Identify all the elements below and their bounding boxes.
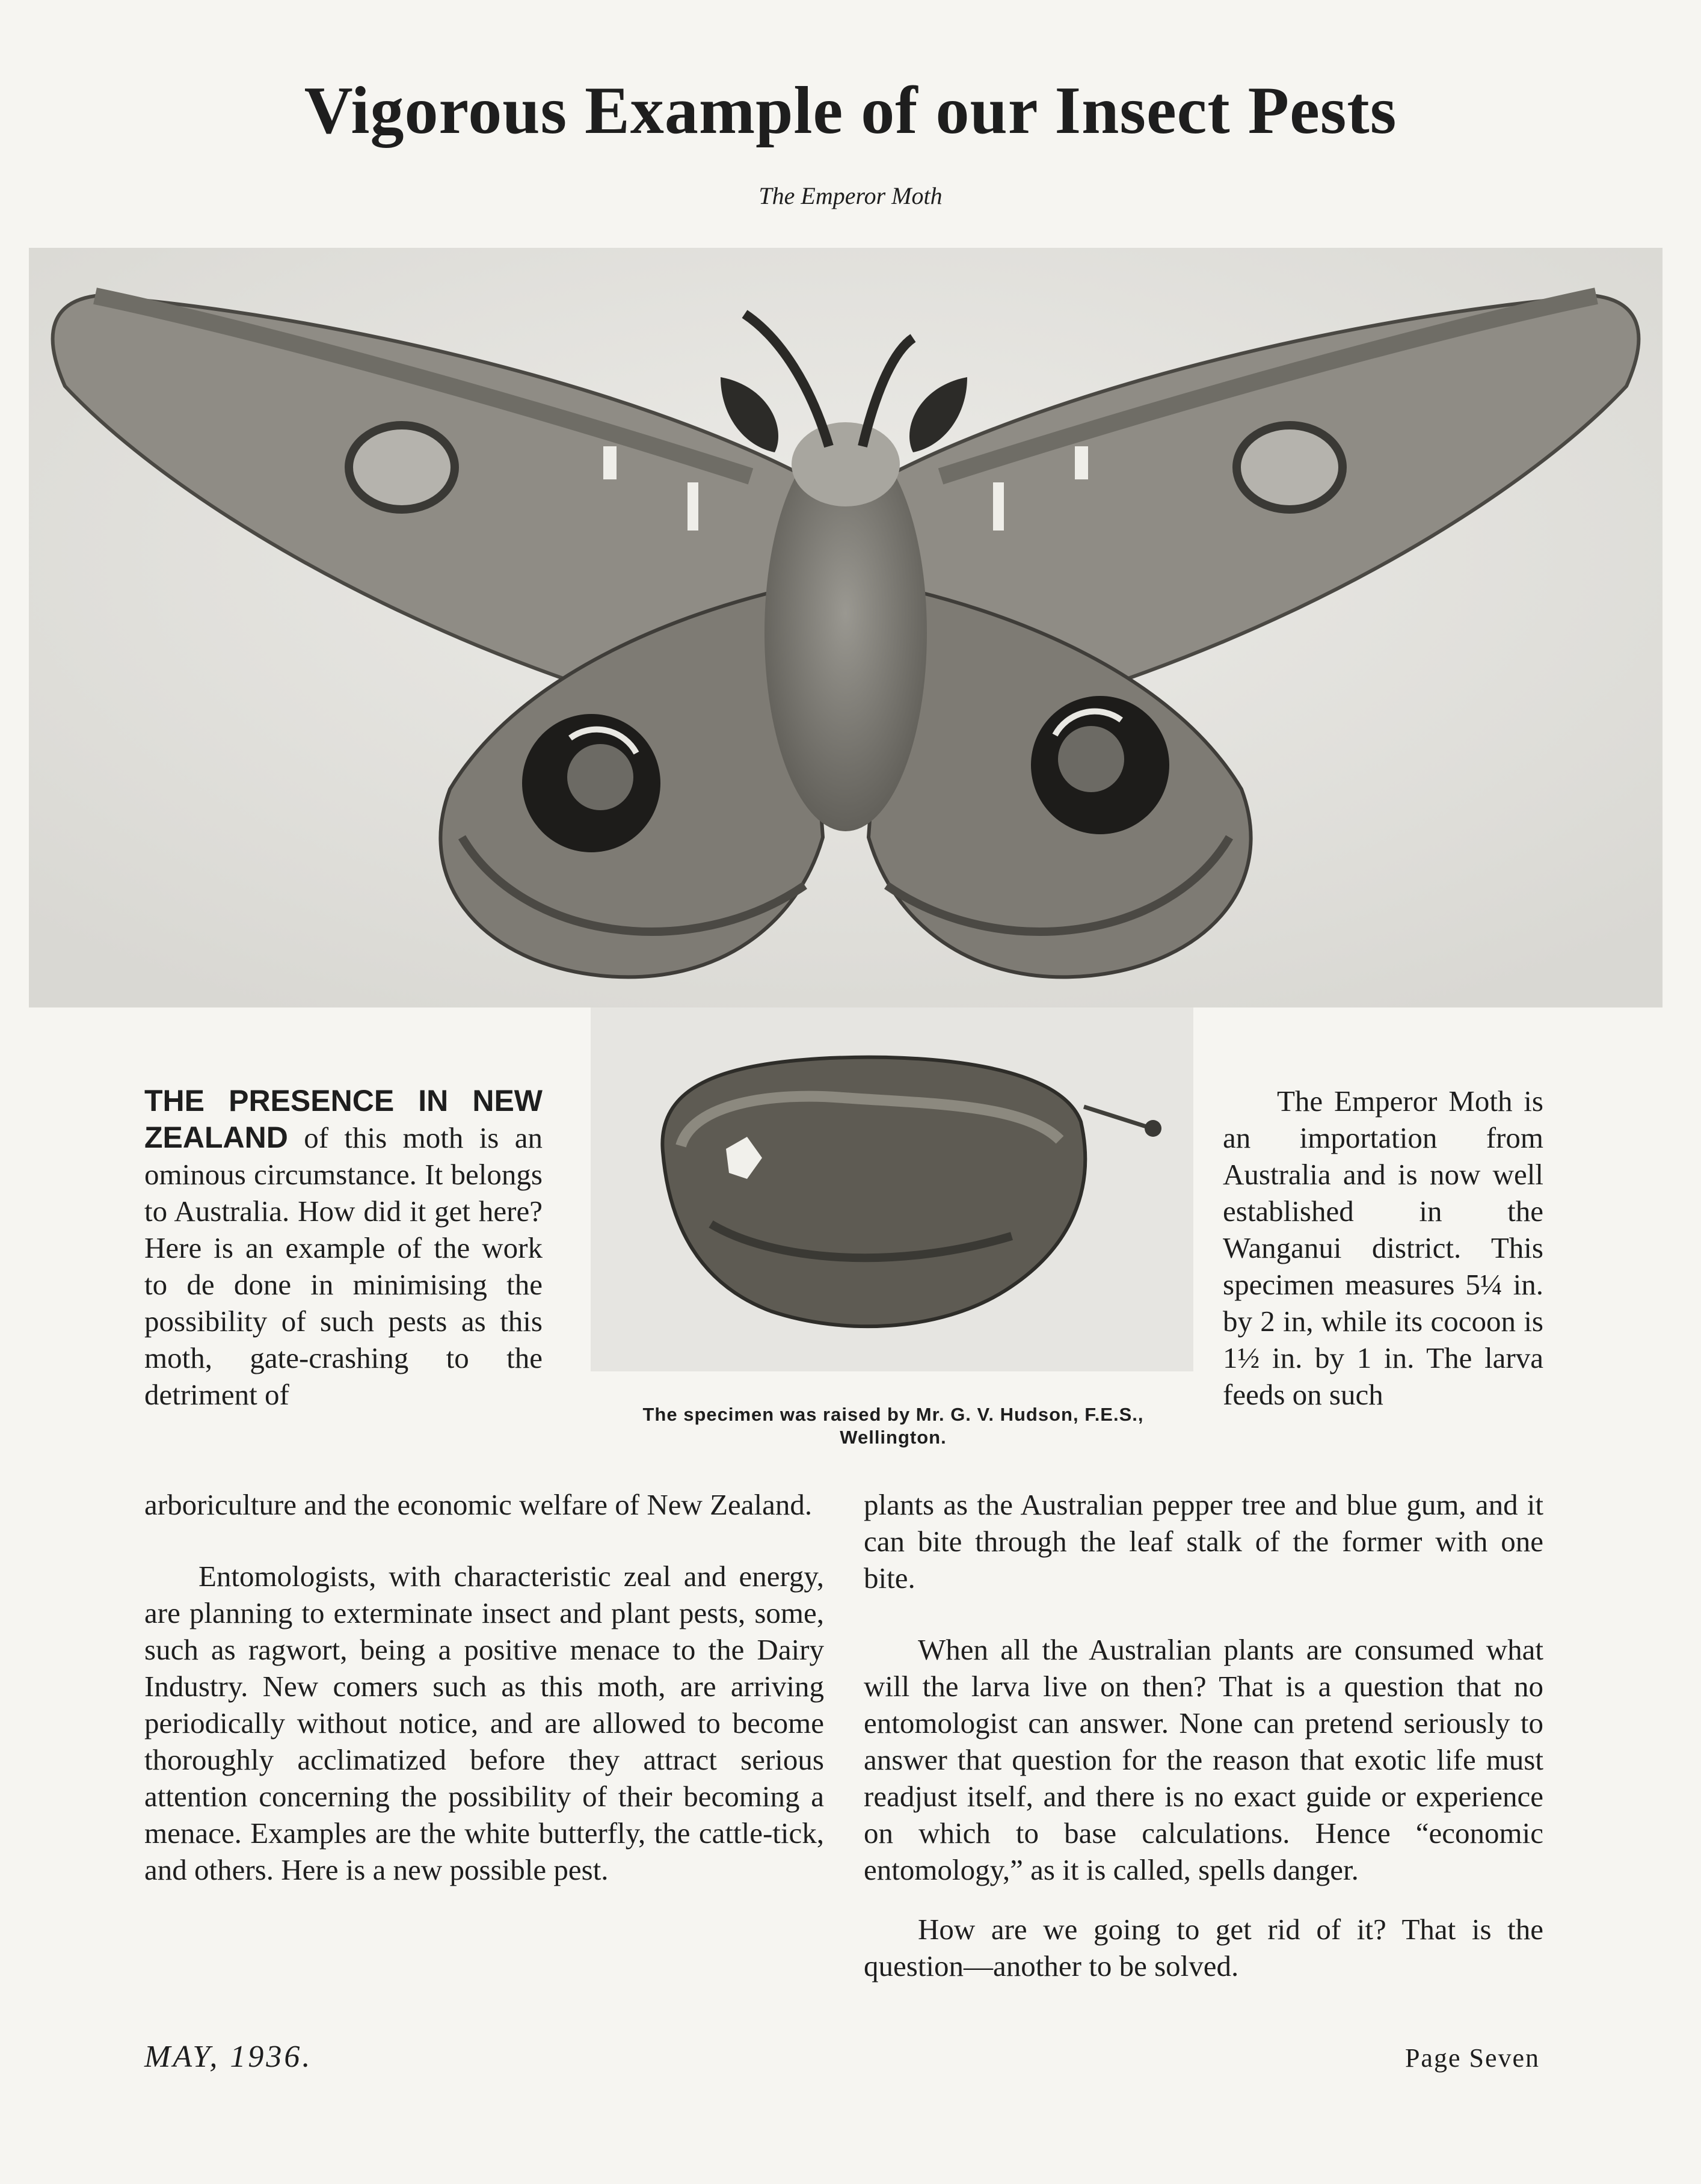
paragraph-1: of this moth is an ominous circumstance. It belongs to Australia. How did it get here? Here is an example of the work to de done in minimising the possibility of such pests as this moth, gate-crashing to the detriment of bbox=[144, 1121, 543, 1411]
right-column-upper bbox=[1223, 1083, 1543, 1413]
left-column-lower bbox=[144, 1486, 824, 1888]
paragraph-5: How are we going to get rid of it? That is the question—another to be solved. bbox=[864, 1913, 1543, 1983]
cocoon-photo bbox=[591, 1007, 1193, 1371]
issue-date: MAY, 1936. bbox=[144, 2040, 313, 2074]
caption-line-1: The specimen was raised by Mr. G. V. Hudson, F.E.S., bbox=[642, 1404, 1144, 1425]
emperor-moth-photo bbox=[29, 248, 1663, 1007]
right-column-lower bbox=[864, 1486, 1543, 1984]
photo-caption bbox=[559, 1403, 1227, 1449]
paragraph-1-continued: arboriculture and the economic welfare of New Zealand. bbox=[144, 1488, 813, 1521]
lead-heading: THE PRESENCE IN NEW ZEALAND bbox=[144, 1084, 543, 1154]
article-title: Vigorous Example of our Insect Pests bbox=[304, 73, 1397, 148]
left-column-upper bbox=[144, 1083, 543, 1413]
paragraph-3: The Emperor Moth is an importation from Australia and is now well established in the Wanganui district. This specimen measures 5¼ in. by 2 in, while its cocoon is 1½ in. by 1 in. The larva feeds on such bbox=[1223, 1084, 1543, 1411]
paragraph-3-continued: plants as the Australian pepper tree and blue gum, and it can bite through the leaf stalk of the former with one bite. bbox=[864, 1488, 1543, 1595]
page-number: Page Seven bbox=[1404, 2043, 1540, 2073]
paragraph-2: Entomologists, with characteristic zeal and energy, are planning to exterminate insect and plant pests, some, such as ragwort, being a positive menace to the Dairy Industry. New comers such as this moth, are arriving periodically without notice, and are allowed to become thoroughly acclimatized before they attract serious attention concerning the possibility of their becoming a menace. Examples are the white butterfly, the cattle-tick, and others. Here is a new possible pest. bbox=[144, 1560, 824, 1886]
paragraph-4: When all the Australian plants are consumed what will the larva live on then? That is a question that no entomologist can answer. None can pretend seriously to answer that question for the reason that exotic life must readjust itself, and there is no exact guide or experience on which to base calculations. Hence “economic entomology,” as it is called, spells danger. bbox=[864, 1633, 1543, 1886]
article-subtitle: The Emperor Moth bbox=[758, 182, 943, 209]
caption-line-2: Wellington. bbox=[840, 1427, 947, 1448]
